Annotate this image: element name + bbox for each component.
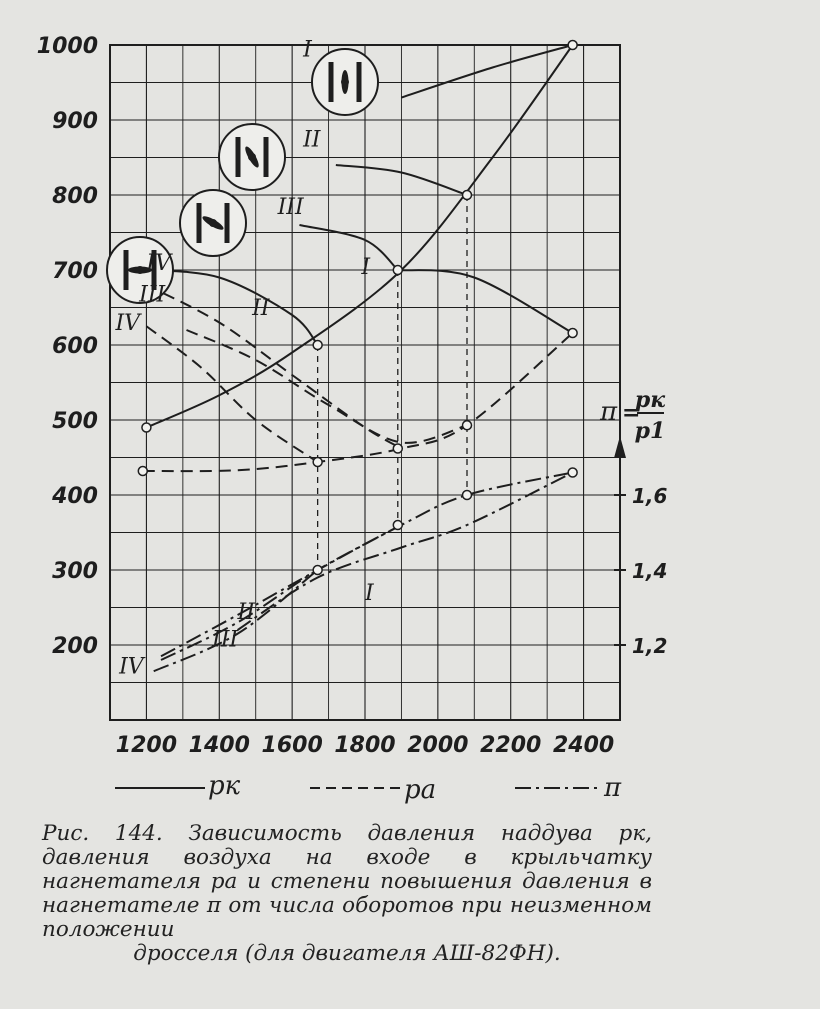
pa-curve-II [187,330,468,443]
pi-tick-label: 1,6 [632,484,668,508]
x-tick-label: 2400 [552,733,615,758]
pa-curve-III [146,285,401,449]
data-marker [393,521,402,530]
curve-label-III: III [212,627,239,653]
throttle-icon-hub [341,78,349,86]
pi-axis-denominator: p1 [634,418,666,444]
curve-label-IV: IV [146,251,172,276]
y-tick-label: 400 [52,484,98,509]
data-marker [463,191,472,200]
curve-label-I: I [365,581,374,606]
legend-pi-label: π [604,773,622,803]
data-marker [142,423,151,432]
data-marker [138,467,147,476]
data-marker [463,491,472,500]
pi-axis-numerator: pк [634,387,666,413]
caption-last-line: дросселя (для двигателя АШ-82ФН). [133,941,561,966]
curve-label-II: II [237,599,255,625]
curve-label-I: I [303,37,312,63]
data-marker [568,41,577,50]
data-marker [568,468,577,477]
y-tick-label: 900 [52,109,98,134]
data-marker [463,421,472,430]
data-marker [568,329,577,338]
legend-pk-label: pк [208,771,241,801]
pk-curve-I [398,270,573,333]
x-tick-label: 2000 [407,733,469,758]
y-tick-label: 200 [52,634,98,659]
curve-label-III: III [277,194,304,220]
y-tick-label: 300 [52,559,98,584]
pk-curve-III [299,225,397,270]
x-tick-label: 1600 [261,733,323,758]
legend-pa-label: pa [404,775,437,805]
data-marker [313,566,322,575]
throttle-icon-hub [248,153,256,161]
pi-axis-equals: = [622,400,641,426]
y-tick-label: 1000 [36,34,98,59]
x-tick-label: 2200 [480,733,542,758]
pi-axis-arrow [614,436,626,458]
throttle-icon-hub [136,266,144,274]
curve-label-IV: IV [115,311,141,336]
curve-label-IV: IV [119,654,144,680]
curve-label-III: III [139,282,166,308]
figure-caption [42,822,652,966]
data-marker [393,444,402,453]
x-tick-label: 1800 [334,733,396,758]
x-tick-label: 1400 [188,733,250,758]
x-tick-label: 1200 [115,733,178,758]
pi-tick-label: 1,4 [632,559,668,583]
y-tick-label: 500 [52,409,98,434]
curve-label-I: I [361,254,371,280]
curve-label-II: II [303,127,321,153]
pi-curve-I [238,473,573,631]
y-tick-label: 700 [52,259,98,284]
y-tick-label: 600 [52,334,98,359]
pi-tick-label: 1,2 [632,634,668,658]
data-marker [313,341,322,350]
data-marker [393,266,402,275]
caption-text: Рис. 144. Зависимость давления наддува pк, давления воздуха на входе в крыльчатку нагнетателя pa и степени повышения давления в нагнетателе π от числа оборотов при неизменном положении [42,821,652,942]
y-tick-label: 800 [52,184,98,209]
pi-axis-symbol: π [600,397,618,427]
throttle-icon-hub [209,219,217,227]
curve-label-II: II [252,296,270,321]
data-marker [313,458,322,467]
